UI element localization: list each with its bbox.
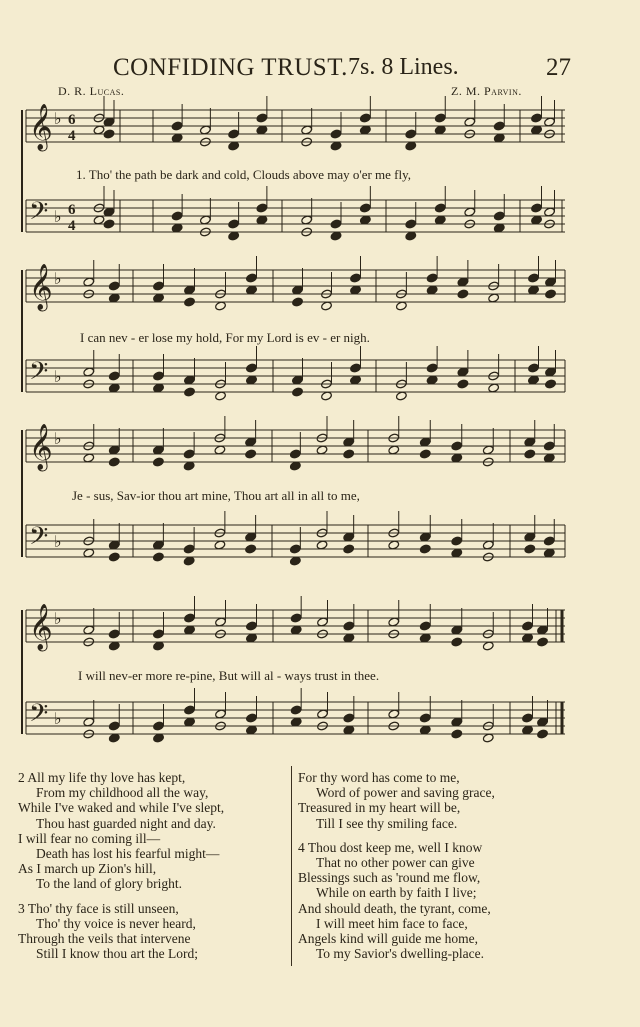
bass-clef: 𝄢 (29, 357, 49, 392)
note-head (292, 387, 304, 397)
key-signature-flat: ♭ (54, 429, 62, 448)
note-head (256, 203, 268, 213)
note-head (343, 621, 355, 631)
note-head (343, 713, 355, 723)
note-head (343, 532, 355, 542)
note-head (493, 133, 505, 143)
note-head (543, 548, 555, 558)
bass-clef: 𝄢 (29, 522, 49, 557)
note-head (171, 133, 183, 143)
note-head (537, 637, 549, 647)
note-head (245, 437, 257, 447)
note-head (152, 552, 164, 562)
note-head (405, 141, 417, 151)
note-head (457, 289, 469, 299)
treble-clef: 𝄞 (29, 604, 53, 650)
key-signature-flat: ♭ (54, 532, 62, 551)
note-head (153, 371, 165, 381)
note-head (83, 625, 95, 635)
note-head (388, 445, 400, 455)
note-head (83, 548, 95, 558)
note-head (246, 725, 258, 735)
bass-clef: 𝄢 (29, 699, 49, 734)
note-head (108, 383, 120, 393)
verse-line: To the land of glory bright. (36, 876, 183, 892)
note-head (419, 544, 431, 554)
note-head (83, 453, 95, 463)
note-head (395, 391, 407, 401)
note-head (528, 375, 540, 385)
note-head (153, 383, 165, 393)
note-head (290, 717, 302, 727)
note-head (103, 129, 115, 139)
note-head (451, 548, 463, 558)
note-head (246, 621, 258, 631)
note-head (199, 215, 211, 225)
bass-clef: 𝄢 (29, 197, 49, 232)
note-head (482, 445, 494, 455)
note-head (493, 121, 505, 131)
composer-credit: Z. M. Parvin. (451, 84, 522, 98)
note-head (544, 207, 556, 217)
note-head (215, 391, 227, 401)
verse-line: For thy word has come to me, (298, 770, 460, 785)
note-head (214, 445, 226, 455)
note-head (482, 540, 494, 550)
note-head (343, 633, 355, 643)
key-signature-flat: ♭ (54, 709, 62, 728)
note-head (330, 141, 342, 151)
page-number: 27 (546, 54, 571, 81)
treble-clef: 𝄞 (29, 104, 53, 150)
note-head (464, 117, 476, 127)
note-head (524, 532, 536, 542)
note-head (184, 285, 196, 295)
note-head (245, 532, 257, 542)
note-head (350, 273, 362, 283)
note-head (544, 117, 556, 127)
note-head (388, 540, 400, 550)
note-head (153, 733, 165, 743)
note-head (531, 125, 543, 135)
note-head (228, 231, 240, 241)
lyric-line-4: I will nev-er more re-pine, But will al - ways trust in thee. (78, 668, 380, 683)
note-head (290, 613, 302, 623)
note-head (83, 277, 95, 287)
note-head (419, 633, 431, 643)
lyricist-credit: D. R. Lucas. (58, 84, 125, 98)
note-head (108, 721, 120, 731)
note-head (245, 544, 257, 554)
note-head (451, 625, 463, 635)
note-head (171, 223, 183, 233)
note-head (531, 113, 543, 123)
note-head (301, 215, 313, 225)
note-head (290, 625, 302, 635)
verse-line: While on earth by faith I live; (316, 885, 477, 901)
note-head (528, 363, 540, 373)
treble-clef: 𝄞 (29, 424, 53, 470)
note-head (493, 211, 505, 221)
note-head (426, 285, 438, 295)
note-head (531, 203, 543, 213)
note-head (108, 629, 120, 639)
verse-line: Tho' thy voice is never heard, (36, 915, 196, 931)
note-head (153, 721, 165, 731)
verse-line: Still I know thou art the Lord; (36, 946, 198, 962)
note-head (395, 301, 407, 311)
lyric-line-1: 1. Tho' the path be dark and cold, Clouds above may o'er me fly, (76, 167, 412, 182)
note-head (256, 113, 268, 123)
note-head (215, 301, 227, 311)
note-head (451, 729, 463, 739)
note-head (451, 536, 463, 546)
verse-line: Death has lost his fearful might— (36, 845, 220, 861)
note-head (543, 536, 555, 546)
note-head (522, 633, 534, 643)
note-head (488, 383, 500, 393)
verse-line: As I march up Zion's hill, (18, 861, 157, 877)
note-head (184, 613, 196, 623)
note-head (316, 445, 328, 455)
note-head (388, 709, 400, 719)
verse-line: I will fear no coming ill— (18, 830, 161, 846)
note-head (522, 713, 534, 723)
note-head (405, 231, 417, 241)
verse-line: Through the veils that intervene (18, 930, 191, 946)
note-head (246, 375, 258, 385)
note-head (103, 117, 115, 127)
verse-line: That no other power can give (316, 854, 475, 870)
note-head (545, 289, 557, 299)
note-head (184, 375, 196, 385)
note-head (434, 113, 446, 123)
note-head (228, 141, 240, 151)
note-head (434, 125, 446, 135)
note-head (343, 725, 355, 735)
note-head (419, 449, 431, 459)
note-head (152, 540, 164, 550)
note-head (522, 725, 534, 735)
note-head (152, 457, 164, 467)
note-head (256, 215, 268, 225)
note-head (171, 211, 183, 221)
note-head (152, 445, 164, 455)
note-head (292, 297, 304, 307)
note-head (350, 375, 362, 385)
verse-line: 4 Thou dost keep me, well I know (298, 839, 483, 855)
note-head (524, 544, 536, 554)
note-head (388, 617, 400, 627)
hymn-title: CONFIDING TRUST. (113, 54, 348, 81)
hymn-meter: 7s. 8 Lines. (348, 54, 459, 80)
note-head (183, 461, 195, 471)
lyric-line-3: Je - sus, Sav-ior thou art mine, Thou art all in all to me, (72, 488, 360, 503)
note-head (292, 375, 304, 385)
note-head (457, 379, 469, 389)
time-signature-top: 6 (68, 112, 76, 128)
note-head (531, 215, 543, 225)
note-head (153, 641, 165, 651)
note-head (184, 705, 196, 715)
verse-line: Word of power and saving grace, (316, 785, 495, 801)
note-head (545, 367, 557, 377)
note-head (528, 273, 540, 283)
note-head (289, 544, 301, 554)
column-divider (291, 766, 292, 966)
note-head (245, 449, 257, 459)
note-head (83, 367, 95, 377)
note-head (289, 461, 301, 471)
lyric-line-2: I can nev - er lose my hold, For my Lord is ev - er nigh. (80, 330, 370, 345)
verse-line: From my childhood all the way, (36, 785, 209, 801)
note-head (228, 129, 240, 139)
note-head (246, 633, 258, 643)
note-head (434, 215, 446, 225)
note-head (317, 709, 329, 719)
note-head (419, 713, 431, 723)
note-head (228, 219, 240, 229)
time-signature-bottom: 4 (68, 218, 76, 234)
note-head (321, 301, 333, 311)
note-head (426, 375, 438, 385)
note-head (524, 449, 536, 459)
note-head (451, 717, 463, 727)
note-head (419, 437, 431, 447)
time-signature-bottom: 4 (68, 128, 76, 144)
note-head (246, 285, 258, 295)
note-head (457, 277, 469, 287)
note-head (184, 387, 196, 397)
note-head (545, 379, 557, 389)
note-head (464, 207, 476, 217)
note-head (426, 363, 438, 373)
time-signature-top: 6 (68, 202, 76, 218)
note-head (184, 625, 196, 635)
note-head (405, 129, 417, 139)
note-head (153, 281, 165, 291)
note-head (457, 367, 469, 377)
note-head (153, 629, 165, 639)
note-head (419, 621, 431, 631)
note-head (215, 709, 227, 719)
note-head (321, 391, 333, 401)
note-head (524, 437, 536, 447)
note-head (108, 293, 120, 303)
note-head (183, 556, 195, 566)
note-head (537, 625, 549, 635)
note-head (171, 121, 183, 131)
note-head (405, 219, 417, 229)
note-head (108, 733, 120, 743)
note-head (83, 717, 95, 727)
note-head (108, 540, 120, 550)
note-head (350, 285, 362, 295)
note-head (93, 125, 105, 135)
note-head (289, 449, 301, 459)
note-head (108, 641, 120, 651)
note-head (330, 231, 342, 241)
note-head (246, 713, 258, 723)
note-head (537, 729, 549, 739)
note-head (199, 125, 211, 135)
note-head (543, 453, 555, 463)
key-signature-flat: ♭ (54, 207, 62, 226)
verse-line: 2 All my life thy love has kept, (18, 770, 186, 785)
note-head (543, 441, 555, 451)
note-head (426, 273, 438, 283)
note-head (451, 637, 463, 647)
verse-line: Treasured in my heart will be, (298, 800, 461, 816)
note-head (545, 277, 557, 287)
note-head (359, 203, 371, 213)
note-head (359, 113, 371, 123)
note-head (246, 273, 258, 283)
key-signature-flat: ♭ (54, 609, 62, 628)
treble-clef: 𝄞 (29, 264, 53, 310)
note-head (350, 363, 362, 373)
note-head (184, 297, 196, 307)
note-head (434, 203, 446, 213)
note-head (108, 552, 120, 562)
note-head (359, 215, 371, 225)
note-head (317, 617, 329, 627)
key-signature-flat: ♭ (54, 109, 62, 128)
note-head (184, 717, 196, 727)
note-head (451, 453, 463, 463)
note-head (528, 285, 540, 295)
verses-left-column (18, 770, 290, 961)
note-head (292, 285, 304, 295)
note-head (108, 445, 120, 455)
note-head (290, 705, 302, 715)
note-head (482, 733, 494, 743)
note-head (488, 293, 500, 303)
note-head (183, 544, 195, 554)
note-head (289, 556, 301, 566)
note-head (330, 129, 342, 139)
note-head (419, 532, 431, 542)
verse-line: To my Savior's dwelling-place. (316, 946, 484, 962)
verse-line: While I've waked and while I've slept, (18, 800, 225, 816)
note-head (108, 457, 120, 467)
note-head (108, 281, 120, 291)
note-head (103, 219, 115, 229)
note-head (343, 544, 355, 554)
note-head (256, 125, 268, 135)
note-head (343, 437, 355, 447)
verse-line: 3 Tho' thy face is still unseen, (18, 900, 179, 916)
note-head (183, 449, 195, 459)
note-head (153, 293, 165, 303)
verse-line: Angels kind will guide me home, (298, 930, 478, 946)
note-head (316, 540, 328, 550)
note-head (359, 125, 371, 135)
note-head (343, 449, 355, 459)
verse-line: Till I see thy smiling face. (316, 815, 458, 831)
note-head (103, 207, 115, 217)
note-head (451, 441, 463, 451)
note-head (482, 641, 494, 651)
note-head (215, 617, 227, 627)
verse-line: I will meet him face to face, (316, 915, 468, 931)
note-head (93, 215, 105, 225)
key-signature-flat: ♭ (54, 269, 62, 288)
note-head (214, 540, 226, 550)
note-head (537, 717, 549, 727)
verse-line: Blessings such as 'round me flow, (298, 870, 481, 886)
verses-right-column (298, 770, 598, 961)
note-head (493, 223, 505, 233)
note-head (108, 371, 120, 381)
note-head (246, 363, 258, 373)
note-head (522, 621, 534, 631)
verse-line: And should death, the tyrant, come, (298, 900, 491, 916)
note-head (419, 725, 431, 735)
note-head (330, 219, 342, 229)
key-signature-flat: ♭ (54, 367, 62, 386)
verse-line: Thou hast guarded night and day. (36, 815, 216, 831)
note-head (301, 125, 313, 135)
